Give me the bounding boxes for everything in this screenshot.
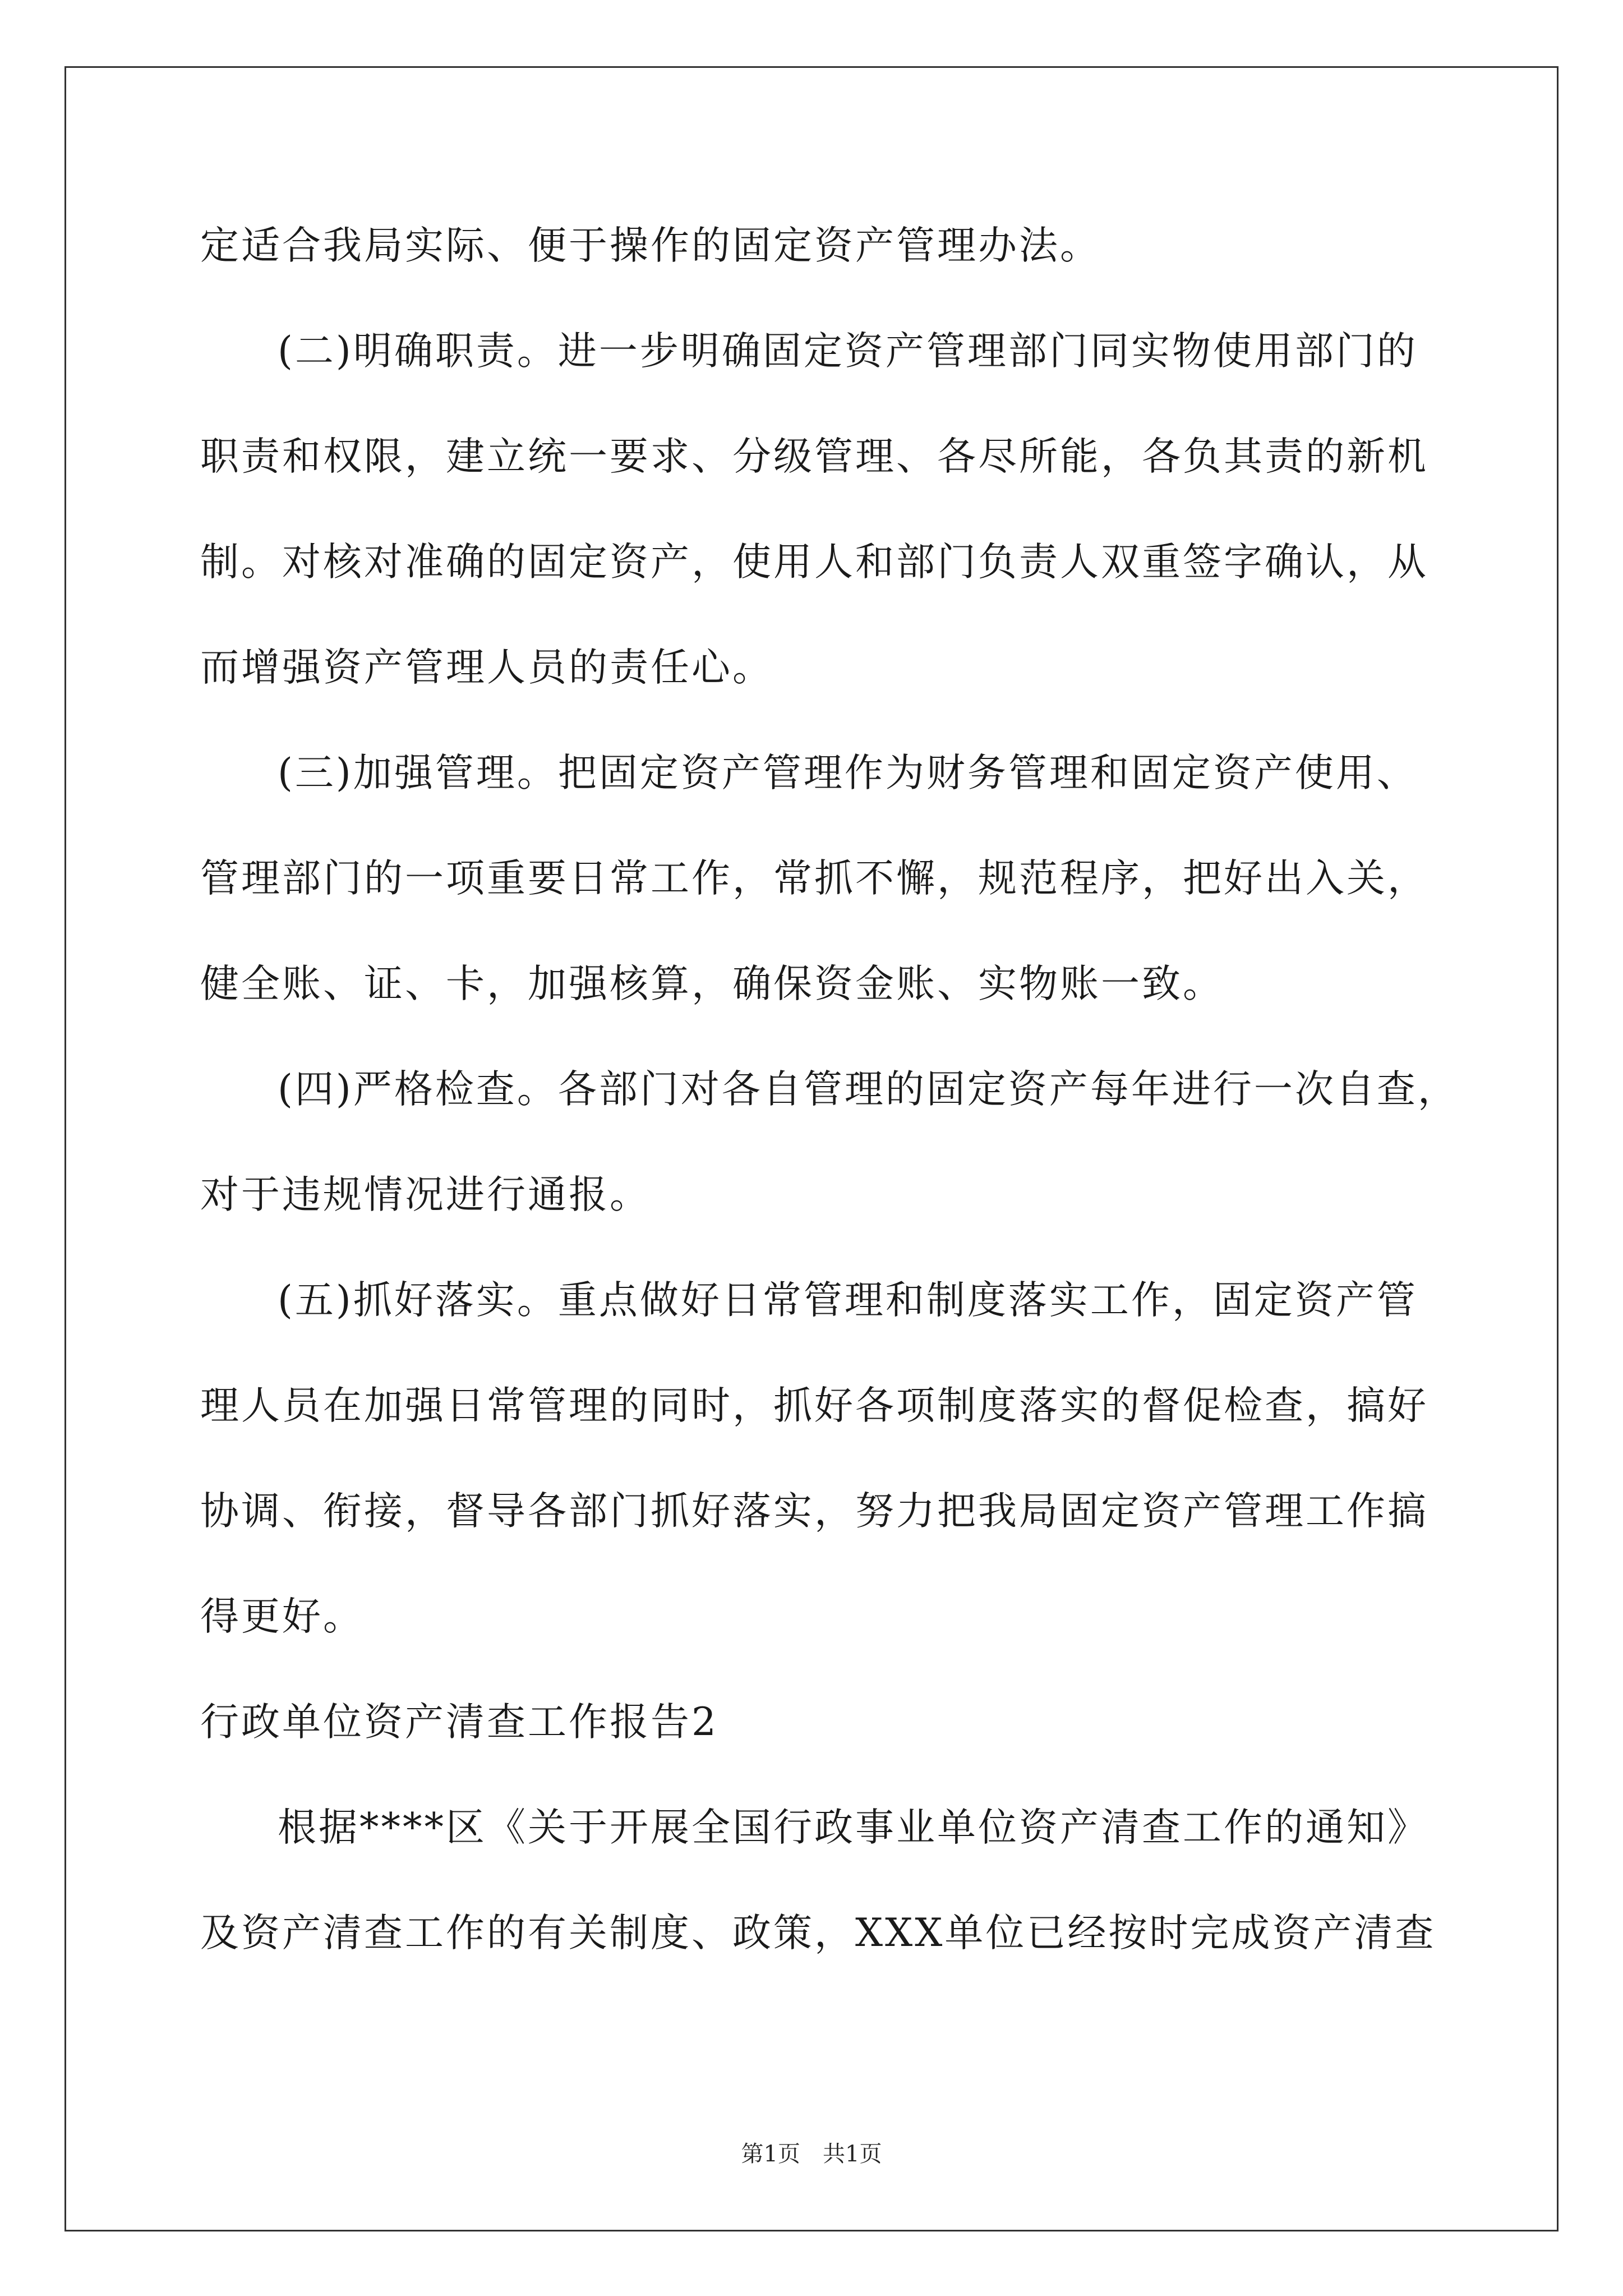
text-line: 得更好。	[200, 1594, 364, 1639]
text-line: 对于违规情况进行通报。	[200, 1172, 651, 1217]
page-footer	[0, 2137, 1623, 2171]
text-line: 根据****区《关于开展全国行政事业单位资产清查工作的通知》	[278, 1805, 1428, 1850]
text-line: 职责和权限，建立统一要求、分级管理、各尽所能，各负其责的新机	[200, 434, 1428, 479]
text-line: (五)抓好落实。重点做好日常管理和制度落实工作，固定资产管	[278, 1278, 1418, 1323]
text-line: 而增强资产管理人员的责任心。	[200, 645, 773, 690]
text-line: (三)加强管理。把固定资产管理作为财务管理和固定资产使用、	[278, 751, 1418, 795]
text-line: (四)严格检查。各部门对各自管理的固定资产每年进行一次自查，	[278, 1067, 1459, 1112]
text-line: 定适合我局实际、便于操作的固定资产管理办法。	[200, 223, 1101, 268]
page-total: 共1页	[823, 2141, 882, 2167]
page-number: 第1页	[741, 2141, 800, 2167]
text-line: 及资产清查工作的有关制度、政策，XXX单位已经按时完成资产清查	[200, 1911, 1436, 1955]
section-heading: 行政单位资产清查工作报告2	[200, 1700, 718, 1745]
text-line: (二)明确职责。进一步明确固定资产管理部门同实物使用部门的	[278, 329, 1418, 374]
text-line: 协调、衔接，督导各部门抓好落实，努力把我局固定资产管理工作搞	[200, 1489, 1428, 1534]
text-line: 制。对核对准确的固定资产，使用人和部门负责人双重签字确认，从	[200, 540, 1428, 585]
text-line: 管理部门的一项重要日常工作，常抓不懈，规范程序，把好出入关，	[200, 856, 1428, 901]
text-line: 健全账、证、卡，加强核算，确保资金账、实物账一致。	[200, 961, 1224, 1006]
text-line: 理人员在加强日常管理的同时，抓好各项制度落实的督促检查，搞好	[200, 1383, 1428, 1428]
